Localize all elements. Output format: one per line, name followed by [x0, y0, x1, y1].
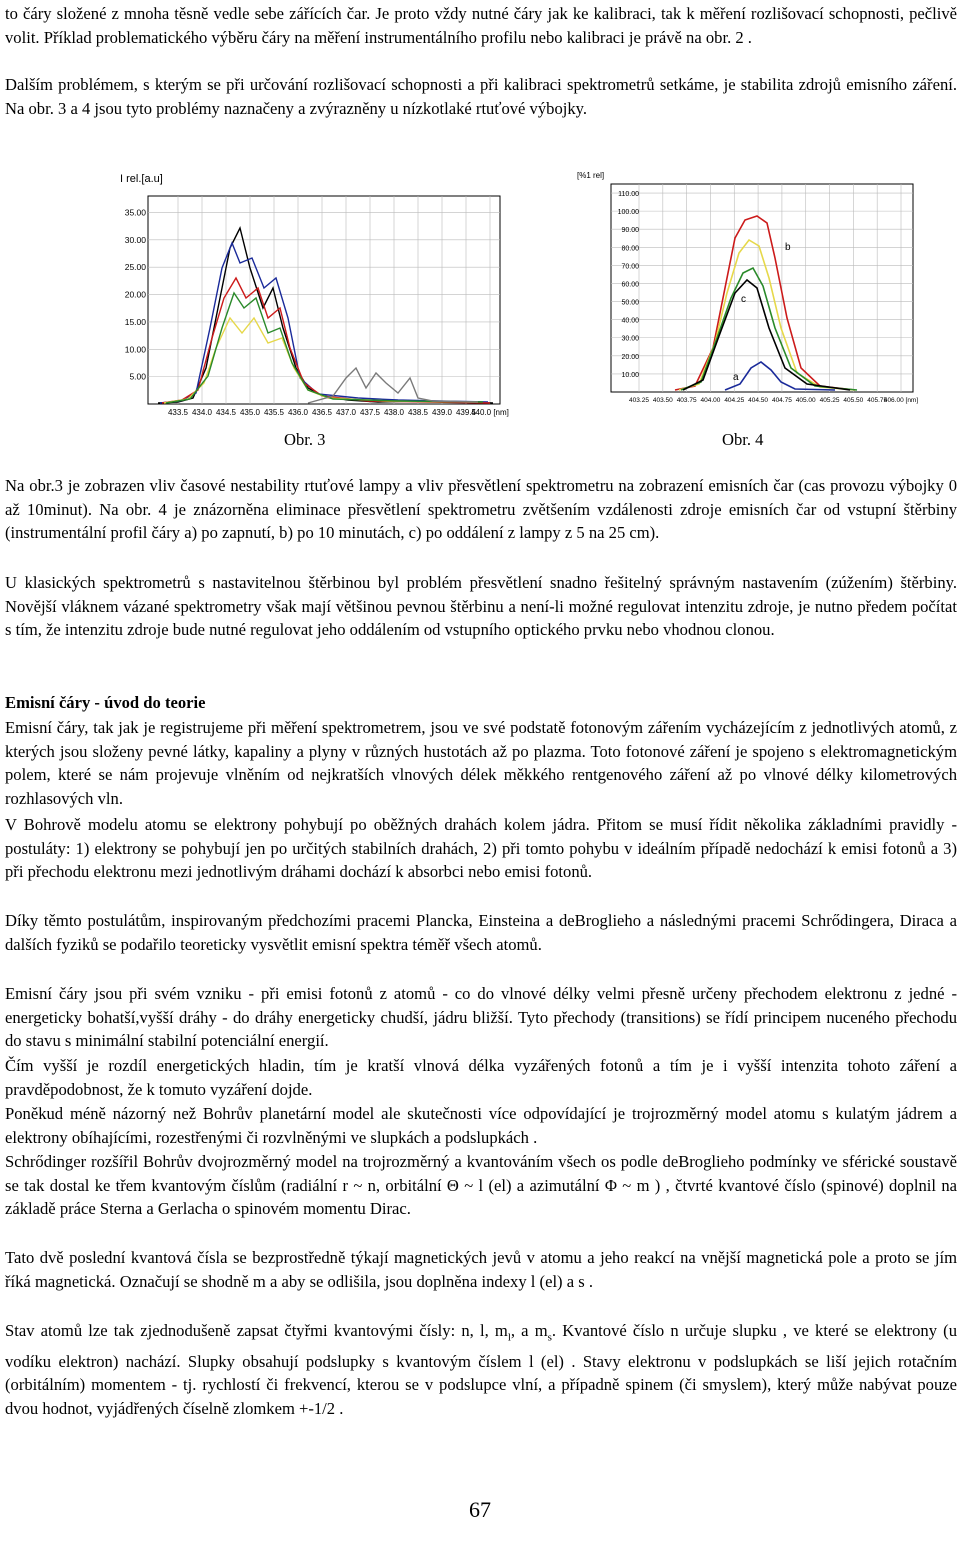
figure-3-chart: [118, 168, 510, 428]
figure-3-ytick-label: 10.00: [124, 344, 146, 355]
paragraph-2: Dalším problémem, s kterým se při určování rozlišovací schopnosti a při kalibraci spektrometrů setkáme, je stabilita zdrojů emisního záření. Na obr. 3 a 4 jsou tyto problémy naznačeny a zvýrazněny u nízkotlaké rtuťové výbojky.: [5, 75, 957, 118]
figure-3-xtick-label: 438.0: [383, 408, 405, 417]
figure-3-xtick-label: 439.5: [455, 408, 477, 417]
paragraph-3: Na obr.3 je zobrazen vliv časové nestability rtuťové lampy a vliv přesvětlení spektrometru na zobrazení emisních čar (cas provozu výbojky 0 až 10minut). Na obr. 4 je znázorněna eliminace přesvětlení spektrometru zvětšením vzdálenosti zdroje emisních čar od vstupní štěrbiny (instrumentální profil čáry a) po zapnutí, b) po 10 minutách, c) po oddálení z lampy z 5 na 25 cm).: [5, 476, 957, 542]
paragraph-4: U klasických spektrometrů s nastavitelnou štěrbinou byl problém přesvětlení snadno řešitelný správným nastavením (zúžením) štěrbiny. Novější vláknem vázané spektrometry však mají většinou pevnou štěrbinu a není-li možné regulovat intenzitu zdroje, je nutno předem počítat s tím, že intenzitu zdroje bude nutné regulovat jeho oddálením od vstupního optického prvku nebo vhodnou clonou.: [5, 573, 957, 639]
page-number: 67: [469, 1497, 491, 1522]
figure-4-label-b: b: [785, 242, 791, 253]
paragraph-7: Díky těmto postulátům, inspirovaným předchozími pracemi Plancka, Einsteina a deBroglieho a následnými pracemi Schrődingera, Diraca a dalších fyziků se podařilo teoreticky vysvětlit emisní spektra téměř všech atomů.: [5, 911, 957, 954]
figure-3-caption: Obr. 3: [284, 430, 326, 449]
figure-4-label-a: a: [733, 372, 739, 383]
subscript-s: s: [547, 1331, 552, 1344]
figure-3-ylabel: I rel.[a.u]: [120, 173, 163, 185]
figure-4-ytick-label: 10.00: [621, 371, 639, 379]
subscript-l: l: [507, 1331, 511, 1344]
figure-4-ytick-label: 40.00: [621, 317, 639, 325]
figure-4-ylabel: [%1 rel]: [577, 171, 605, 180]
section-heading: Emisní čáry - úvod do teorie: [5, 693, 206, 712]
figure-4-xtick-label: 403.50: [652, 397, 673, 404]
figure-3-xtick-label: 436.5: [311, 408, 333, 417]
figure-4-xtick-label: 405.25: [819, 397, 840, 404]
figure-4-xtick-label: 403.25: [629, 397, 649, 404]
figure-3-xtick-label: 433.5: [167, 408, 189, 417]
paragraph-11: Schrődinger rozšířil Bohrův dvojrozměrný model na trojrozměrný a kvantováním všech os podle deBroglieho podmínky ve sférické soustavě se tak dostal ke třem kvantovým číslům (radiální r ~ n, orbitální Θ ~ l (el) a azimutální Φ ~ m ) , čtvrté kvantové číslo (spinové) doplnil na základě práce Sterna a Gerlacha o spinovém momentu Dirac.: [5, 1152, 957, 1218]
figure-4-series-line: [675, 216, 855, 390]
figure-3-ytick-label: 25.00: [124, 262, 146, 273]
figure-3-ytick-label: 30.00: [124, 234, 146, 245]
figure-3-xtick-label: 435.5: [263, 408, 285, 417]
figure-4-svg: [575, 168, 920, 428]
figure-4-caption: Obr. 4: [722, 430, 764, 449]
figure-3-xtick-label: 437.5: [359, 408, 381, 417]
figure-3-xtick-label: 440.0 [nm]: [471, 408, 509, 417]
figure-4-ytick-label: 100.00: [617, 209, 639, 217]
figure-3-series-line: [164, 318, 478, 403]
figure-4-xtick-label: 405.00: [795, 397, 816, 404]
paragraph-5: Emisní čáry, tak jak je registrujeme při měření spektrometrem, jsou ve své podstatě fotonovým zářením vycházejícím z jednotlivých atomů, z kterých jsou složeny pevné látky, kapaliny a plyny v různých hustotách až po plazma. Toto fotonové záření je spojeno s elektromagnetickým polem, které se nám projevuje vlněním od nejkratších vlnových délek měkkého rentgenového záření až po vlnové délky kilometrových rozhlasových vln.: [5, 718, 957, 808]
figure-3-svg: [118, 168, 510, 428]
paragraph-13-part-a: Stav atomů lze tak zjednodušeně zapsat čtyřmi kvantovými čísly: n, l, m: [5, 1321, 508, 1340]
figure-4-xtick-label: 404.50: [748, 397, 769, 404]
figure-4-ytick-label: 90.00: [621, 227, 639, 235]
figure-3-xtick-label: 438.5: [407, 408, 429, 417]
figure-3-xtick-label: 435.0: [239, 408, 261, 417]
paragraph-6: V Bohrově modelu atomu se elektrony pohybují po oběžných drahách kolem jádra. Přitom se musí řídit několika základními pravidly - postuláty: 1) elektrony se pohybují jen po určitých stabilních drahách, 2) při tomto pohybu v ideálním případě nedochází k emisi fotonů a 3) při přechodu elektronu mezi jednotlivým dráhami dochází k absorbci nebo emisi fotonů.: [5, 815, 957, 881]
paragraph-9: Čím vyšší je rozdíl energetických hladin, tím je kratší vlnová délka vyzářených fotonů a tím je i vyšší intenzita tohoto záření a pravděpodobnost, že k tomuto vyzáření dojde.: [5, 1056, 957, 1099]
figure-4-xtick-label: 404.00: [700, 397, 721, 404]
figure-3-ytick-label: 5.00: [129, 371, 146, 382]
figure-3-xtick-label: 439.0: [431, 408, 453, 417]
figure-4-xtick-label: 404.25: [724, 397, 745, 404]
figure-4-xtick-label: 406.00 [nm]: [883, 397, 919, 404]
figure-4-xtick-label: 405.75: [867, 397, 888, 404]
figure-4-ytick-label: 30.00: [621, 335, 639, 343]
figure-3-series-line: [162, 278, 490, 403]
figure-3-xtick-label: 437.0: [335, 408, 357, 417]
figure-4-ytick-label: 80.00: [621, 245, 639, 253]
figure-4-label-c: c: [741, 294, 746, 305]
figure-4-chart: [575, 168, 920, 428]
figure-3-xtick-label: 434.5: [215, 408, 237, 417]
figure-4-ytick-label: 60.00: [621, 281, 639, 289]
paragraph-8: Emisní čáry jsou při svém vzniku - při emisi fotonů z atomů - co do vlnové délky velmi přesně určeny přechodem elektronu z jedné - energeticky bohatší,vyšší dráhy - do dráhy energeticky chudší, jádru bližší. Tyto přechody (transitions) se řídí principem nuceného přechodu do stavu s minimální stabilní potenciální energií.: [5, 984, 957, 1050]
figure-3-xtick-label: 434.0: [191, 408, 213, 417]
figure-4-xtick-label: 403.75: [676, 397, 697, 404]
paragraph-13-part-b: , a m: [510, 1321, 548, 1340]
paragraph-13: [5, 1319, 957, 1420]
figure-3-ytick-label: 15.00: [124, 316, 146, 327]
paragraph-13-part-c: . Kvantové číslo n určuje slupku , ve které se elektrony (u vodíku elektron) nachází. Slupky obsahují podslupky s kvantovým číslem l (el) . Stavy elektronu v podslupkách se liší jejich rotačním (orbitálním) momentem - tj. rychlostí či frekvencí, kterou se v podslupce vlní, a případně spinem (či smyslem), který může nabývat pouze dvou hodnot, vyjádřených číselně zlomkem +-1/2 .: [5, 1321, 957, 1418]
paragraph-12: Tato dvě poslední kvantová čísla se bezprostředně týkají magnetických jevů v atomu a jeho reakcí na vnější magnetická pole a proto se jím říká magnetická. Označují se shodně m a aby se odlišila, jsou doplněna indexy l (el) a s .: [5, 1248, 957, 1291]
figure-4-ytick-label: 50.00: [621, 299, 639, 307]
figure-4-xtick-label: 404.75: [771, 397, 792, 404]
figure-3-ytick-label: 35.00: [124, 207, 146, 218]
figure-4-ytick-label: 20.00: [621, 353, 639, 361]
paragraph-1: to čáry složené z mnoha těsně vedle sebe zářících čar. Je proto vždy nutné čáry jak ke kalibraci, tak k měření rozlišovací schopnosti, pečlivě volit. Příklad problematického výběru čáry na měření instrumentálního profilu nebo kalibraci je právě na obr. 2 .: [5, 4, 957, 47]
figure-3-ytick-label: 20.00: [124, 289, 146, 300]
figure-4-ytick-label: 70.00: [621, 263, 639, 271]
figure-3-xtick-label: 436.0: [287, 408, 309, 417]
paragraph-10: Poněkud méně názorný než Bohrův planetární model ale skutečnosti více odpovídající je trojrozměrný model atomu s kulatým jádrem a elektrony obíhajícími, rozestřenými či rozvlněnými ve slupkách a podslupkách .: [5, 1104, 957, 1147]
figure-4-xtick-label: 405.50: [843, 397, 864, 404]
figure-4-ytick-label: 110.00: [618, 191, 639, 199]
